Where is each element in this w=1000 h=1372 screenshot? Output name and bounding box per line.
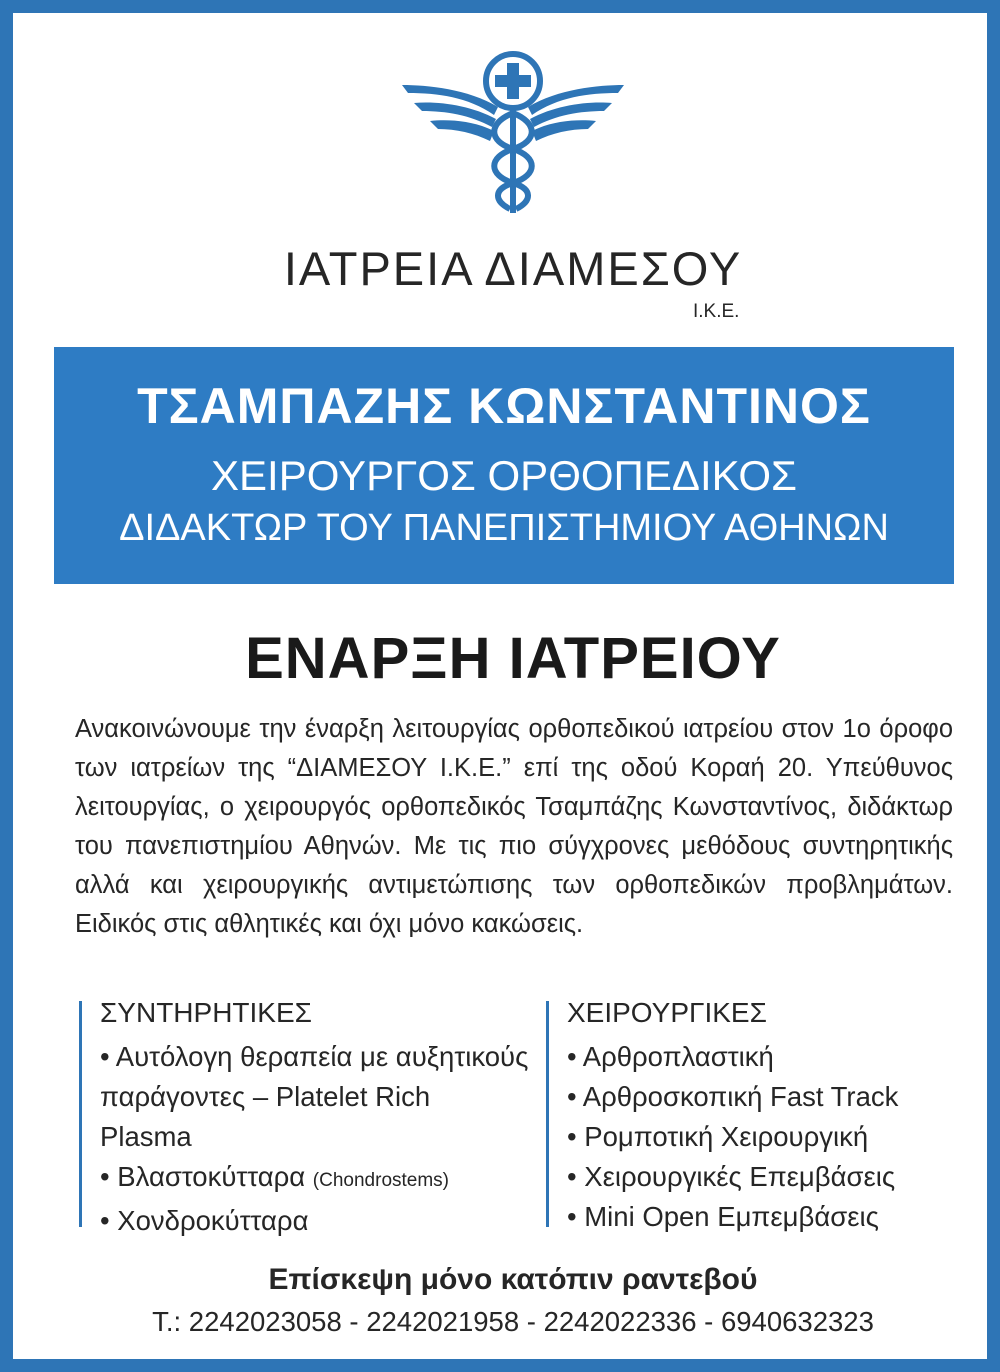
doctor-banner [54, 347, 954, 584]
list-item-note: (Chondrostems) [312, 1170, 450, 1191]
doctor-name: ΤΣΑΜΠΑΖΗΣ ΚΩΝΣΤΑΝΤΙΝΟΣ [137, 378, 871, 434]
list-item-text: • Βλαστοκύτταρα [100, 1161, 313, 1192]
list-item [100, 1037, 529, 1157]
conservative-title: ΣΥΝΤΗΡΗΤΙΚΕΣ [100, 997, 312, 1028]
surgical-title: ΧΕΙΡΟΥΡΓΙΚΕΣ [567, 997, 767, 1028]
phone-numbers: Τ.: 2242023058 - 2242021958 - 2242022336 - 6940632323 [152, 1306, 874, 1337]
caduceus-with-cross-icon [398, 49, 628, 215]
conservative-column [79, 997, 529, 1236]
list-item: • Χειρουργικές Επεμβάσεις [567, 1161, 896, 1192]
list-item [100, 1157, 529, 1201]
doctor-specialty: ΧΕΙΡΟΥΡΓΟΣ ΟΡΘΟΠΕΔΙΚΟΣ [211, 452, 797, 499]
list-item: • Ρομποτική Χειρουργική [567, 1121, 869, 1152]
surgical-column [546, 997, 966, 1232]
list-item [100, 1201, 529, 1241]
list-item: • Mini Open Εμπεμβάσεις [567, 1201, 879, 1232]
appointment-note: Επίσκεψη μόνο κατόπιν ραντεβού [268, 1263, 758, 1296]
clinic-name: ΙΑΤΡΕΙΑ ΔΙΑΜΕΣΟΥ [283, 242, 743, 295]
opening-heading: ΕΝΑΡΞΗ ΙΑΤΡΕΙΟΥ [245, 626, 781, 691]
list-item: • Αρθροσκοπική Fast Track [567, 1081, 899, 1112]
list-item-text: • Αυτόλογη θεραπεία με αυξητικούς παράγοντες – Platelet Rich Plasma [100, 1041, 529, 1152]
doctor-degree: ΔΙΔΑΚΤΩΡ ΤΟΥ ΠΑΝΕΠΙΣΤΗΜΙΟΥ ΑΘΗΝΩΝ [119, 507, 889, 549]
announcement-text: Ανακοινώνουμε την έναρξη λειτουργίας ορθοπεδικού ιατρείου στον 1ο όροφο των ιατρείων της “ΔΙΑΜΕΣΟΥ Ι.Κ.Ε.” επί της οδού Κοραή 20. Υπεύθυνος λειτουργίας, ο χειρουργός ορθοπεδικός Τσαμπάζης Κωνσταντίνος, διδάκτωρ του πανεπιστημίου Αθηνών. Με τις πιο σύγχρονες μεθόδους συντηρητικής αλλά και χειρουργικής αντιμετώπισης των ορθοπεδικών προβλημάτων. Ειδικός στις αθλητικές και όχι μόνο κακώσεις. [75, 715, 953, 938]
list-item: • Αρθροπλαστική [567, 1041, 774, 1072]
list-item-text: • Χονδροκύτταρα [100, 1205, 309, 1236]
clinic-legal-suffix: Ι.Κ.Ε. [693, 301, 740, 322]
